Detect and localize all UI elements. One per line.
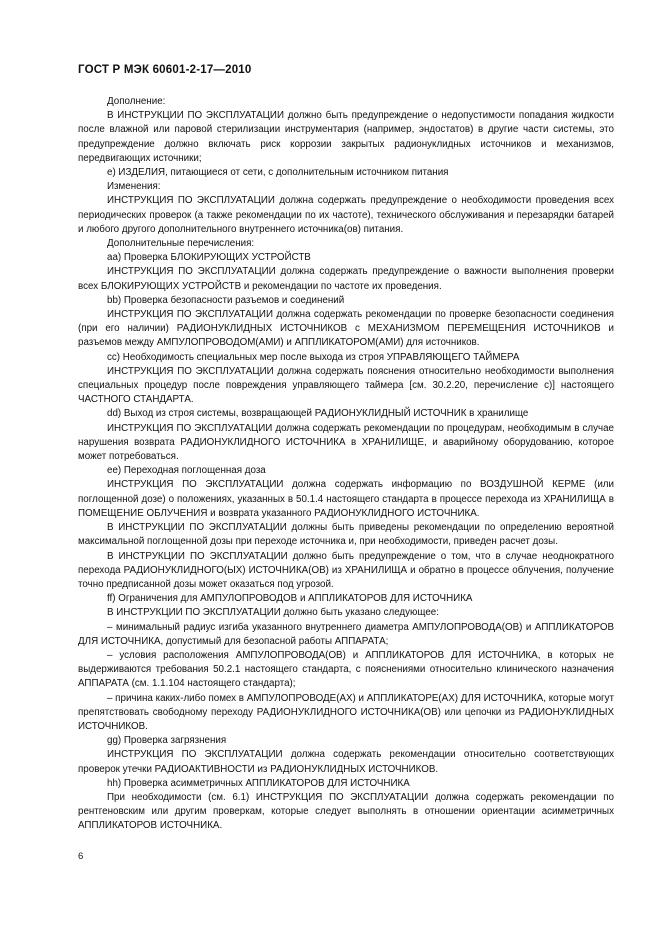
dash-item: – условия расположения АМПУЛОПРОВОДА(ОВ) и АППЛИКАТОРОВ ДЛЯ ИСТОЧНИКА, в которых не выдерживаются требования 50.2.1 настоящего стандарта, с пояснениями относительно клинического назначения АППАРАТА (см. 1.1.104 настоящего стандарта); (78, 649, 614, 690)
document-body (78, 95, 614, 834)
list-item: сс) Необходимость специальных мер после выхода из строя УПРАВЛЯЮЩЕГО ТАЙМЕРА (107, 351, 520, 363)
page-header: ГОСТ Р МЭК 60601-2-17—2010 (78, 64, 252, 76)
paragraph: ИНСТРУКЦИЯ ПО ЭКСПЛУАТАЦИИ должна содержать информацию по ВОЗДУШНОЙ КЕРМЕ (или поглощенной дозе) о положениях, указанных в 50.1.4 настоящего стандарта в процессе перехода из ХРАНИЛИЩА в ПОМЕЩЕНИЕ ОБЛУЧЕНИЯ и возврата указанного РАДИОНУКЛИДНОГО ИСТОЧНИКА. (78, 479, 614, 519)
list-item: bb) Проверка безопасности разъемов и соединений (107, 294, 345, 306)
page-number: 6 (78, 851, 84, 862)
paragraph: Дополнение: (107, 96, 166, 107)
dash-item: – причина каких-либо помех в АМПУЛОПРОВОДЕ(АХ) и АППЛИКАТОРЕ(АХ) ДЛЯ ИСТОЧНИКА, которые могут препятствовать свободному переходу РАДИОНУКЛИДНОГО ИСТОЧНИКА(ОВ) или цепочки из РАДИОНУКЛИДНЫХ ИСТОЧНИКОВ. (78, 692, 614, 732)
list-item: hh) Проверка асимметричных АППЛИКАТОРОВ ДЛЯ ИСТОЧНИКА (107, 777, 410, 789)
paragraph: Дополнительные перечисления: (107, 238, 255, 250)
list-item: аа) Проверка БЛОКИРУЮЩИХ УСТРОЙСТВ (107, 252, 311, 264)
paragraph: ИНСТРУКЦИЯ ПО ЭКСПЛУАТАЦИИ должна содержать пояснения относительно необходимости выполнения специальных процедур после повреждения управляющего таймера [см. 30.2.20, перечисление с)] настоящего ЧАСТНОГО СТАНДАРТА. (78, 365, 614, 406)
paragraph: В ИНСТРУКЦИИ ПО ЭКСПЛУАТАЦИИ должно быть предупреждение о недопустимости попадания жидкости после влажной или паровой стерилизации инструментария (например, эндостатов) в другие части системы, это предупреждение должно включать риск коррозии закрытых радионуклидных источников и механизмов, передвигающих источники; (78, 110, 614, 164)
paragraph: ИНСТРУКЦИЯ ПО ЭКСПЛУАТАЦИИ должна содержать предупреждение о важности выполнения проверки всех БЛОКИРУЮЩИХ УСТРОЙСТВ и рекомендации по частоте их проведения. (78, 266, 614, 292)
paragraph: Изменения: (107, 181, 161, 193)
list-item: ff) Ограничения для АМПУЛОПРОВОДОВ и АППЛИКАТОРОВ ДЛЯ ИСТОЧНИКА (107, 593, 473, 605)
paragraph: ИНСТРУКЦИЯ ПО ЭКСПЛУАТАЦИИ должна содержать предупреждение о необходимости проведения всех периодических проверок (а также рекомендации по их частоте), технического обслуживания и перезарядки батарей и любого другого дополнительного внутреннего источника(ов) питания. (78, 195, 614, 235)
paragraph: ИНСТРУКЦИЯ ПО ЭКСПЛУАТАЦИИ должна содержать рекомендации относительно соответствующих проверок утечки РАДИОАКТИВНОСТИ из РАДИОНУКЛИДНЫХ ИСТОЧНИКОВ. (78, 749, 614, 775)
paragraph: В ИНСТРУКЦИИ ПО ЭКСПЛУАТАЦИИ должны быть приведены рекомендации по определению вероятной максимальной поглощенной дозы при переходе источника и, при необходимости, приведен расчет дозы. (78, 522, 614, 548)
paragraph: ИНСТРУКЦИЯ ПО ЭКСПЛУАТАЦИИ должна содержать рекомендации по процедурам, необходимым в случае нарушения возврата РАДИОНУКЛИДНОГО ИСТОЧНИКА в ХРАНИЛИЩЕ, и аварийному оборудованию, которое может потребоваться. (78, 422, 614, 463)
list-item: gg) Проверка загрязнения (107, 735, 227, 747)
list-item: е) ИЗДЕЛИЯ, питающиеся от сети, с дополнительным источником питания (107, 167, 449, 179)
list-item: dd) Выход из строя системы, возвращающей РАДИОНУКЛИДНЫЙ ИСТОЧНИК в хранилище (107, 408, 529, 420)
paragraph: ИНСТРУКЦИЯ ПО ЭКСПЛУАТАЦИИ должна содержать рекомендации по проверке безопасности соединения (при его наличии) РАДИОНУКЛИДНЫХ ИСТОЧНИКОВ с МЕХАНИЗМОМ ПЕРЕМЕЩЕНИЯ ИСТОЧНИКОВ и разъемов между АМПУЛОПРОВОДОМ(АМИ) и АППЛИКАТОРОМ(АМИ) для источников. (78, 309, 614, 349)
paragraph: При необходимости (см. 6.1) ИНСТРУКЦИЯ ПО ЭКСПЛУАТАЦИИ должна содержать рекомендации по рентгеновским или другим проверкам, которые следует выполнять в отношении ориентации асимметричных АППЛИКАТОРОВ ИСТОЧНИКА. (78, 791, 614, 832)
dash-item: – минимальный радиус изгиба указанного внутреннего диаметра АМПУЛОПРОВОДА(ОВ) и АППЛИКАТОРОВ ДЛЯ ИСТОЧНИКА, допустимый для безопасной работы АППАРАТА; (78, 621, 614, 647)
list-item: ее) Переходная поглощенная доза (107, 465, 266, 477)
paragraph: В ИНСТРУКЦИИ ПО ЭКСПЛУАТАЦИИ должно быть указано следующее: (107, 607, 439, 619)
paragraph: В ИНСТРУКЦИИ ПО ЭКСПЛУАТАЦИИ должно быть предупреждение о том, что в случае неоднократного перехода РАДИОНУКЛИДНОГО(ЫХ) ИСТОЧНИКА(ОВ) из ХРАНИЛИЩА и обратно в процессе облучения, получение точно предписанной дозы может оказаться под угрозой. (78, 550, 614, 590)
